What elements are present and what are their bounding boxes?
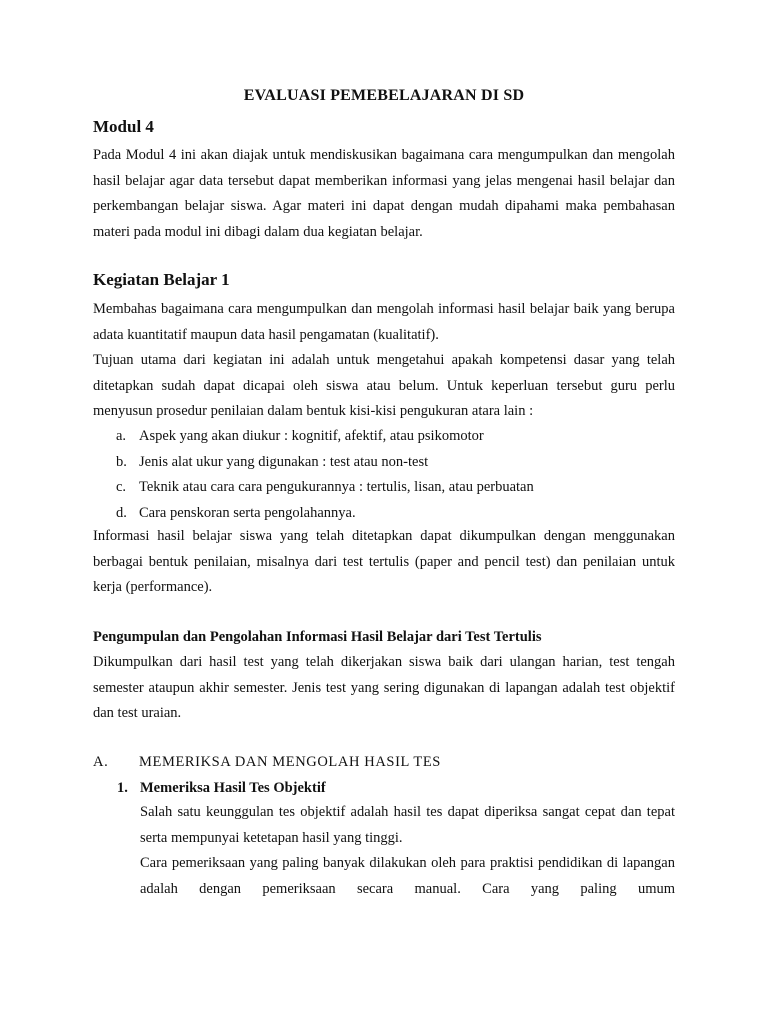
kb-paragraph-2: Tujuan utama dari kegiatan ini adalah untuk mengetahui apakah kompetensi dasar yang telah ditetapkan sudah dapat dicapai oleh siswa atau belum. Untuk keperluan tersebut guru perlu menyusun prosedur penilaian dalam bentuk kisi-kisi pengukuran atara lain :: [93, 352, 675, 419]
list-marker: b.: [116, 453, 127, 470]
sec1-paragraph-1: Salah satu keunggulan tes objektif adalah hasil tes dapat diperiksa sangat cepat dan tepat serta mempunyai ketetapan hasil yang tinggi.: [140, 804, 675, 846]
section-1-body: [140, 800, 675, 902]
modul-paragraph: Pada Modul 4 ini akan diajak untuk mendiskusikan bagaimana cara mengumpulkan dan mengolah hasil belajar agar data tersebut dapat memberikan informasi yang jelas mengenai hasil belajar dan perkembangan belajar siswa. Agar materi ini dapat dengan mudah dipahami maka pembahasan materi pada modul ini dibagi dalam dua kegiatan belajar.: [93, 147, 675, 240]
modul-heading: Modul 4: [93, 117, 154, 136]
section-1-heading: [117, 780, 326, 797]
list-marker: a.: [116, 428, 127, 444]
list-item-text: Jenis alat ukur yang digunakan : test atau non-test: [139, 453, 429, 470]
list-item: [116, 424, 534, 450]
kb-paragraph-1: Membahas bagaimana cara mengumpulkan dan mengolah informasi hasil belajar baik yang berupa adata kuantitatif maupun data hasil pengamatan (kualitatif).: [93, 301, 675, 343]
page-title: EVALUASI PEMEBELAJARAN DI SD: [243, 87, 525, 104]
section-a-label: A.: [93, 754, 109, 770]
list-item-text: Teknik atau cara cara pengukurannya : tertulis, lisan, atau perbuatan: [139, 479, 534, 495]
kegiatan-belajar-heading: Kegiatan Belajar 1: [93, 270, 230, 289]
kb-paragraph-block: [93, 297, 675, 425]
subsection-heading: Pengumpulan dan Pengolahan Informasi Hasil Belajar dari Test Tertulis: [93, 629, 542, 645]
sub-paragraph: Dikumpulkan dari hasil test yang telah dikerjakan siswa baik dari ulangan harian, test tengah semester ataupun akhir semester. Jenis test yang sering digunakan di lapangan adalah test objektif dan test uraian.: [93, 654, 675, 721]
sec1-paragraph-2: Cara pemeriksaan yang paling banyak dilakukan oleh para praktisi pendidikan di lapangan adalah dengan pemeriksaan secara manual. Cara yang paling umum: [140, 855, 675, 897]
list-item-text: Cara penskoran serta pengolahannya.: [139, 504, 356, 521]
list-marker: d.: [116, 504, 127, 521]
section-a-title: MEMERIKSA DAN MENGOLAH HASIL TES: [139, 754, 441, 770]
section-1-title: Memeriksa Hasil Tes Objektif: [140, 780, 326, 796]
list-item: [116, 450, 534, 476]
list-item: [116, 475, 534, 501]
list-item-text: Aspek yang akan diukur : kognitif, afektif, atau psikomotor: [139, 428, 484, 444]
section-1-label: 1.: [117, 780, 128, 796]
kb-paragraph-3-block: [93, 524, 675, 601]
kb-paragraph-3: Informasi hasil belajar siswa yang telah ditetapkan dapat dikumpulkan dengan menggunakan berbagai bentuk penilaian, misalnya dari test tertulis (paper and pencil test) dan penilaian untuk kerja (performance).: [93, 528, 675, 595]
assessment-criteria-list: [116, 424, 534, 526]
list-item: [116, 501, 534, 527]
modul-paragraph-block: [93, 143, 675, 245]
sub-paragraph-block: [93, 650, 675, 727]
section-a-heading: [93, 754, 441, 771]
list-marker: c.: [116, 479, 127, 495]
